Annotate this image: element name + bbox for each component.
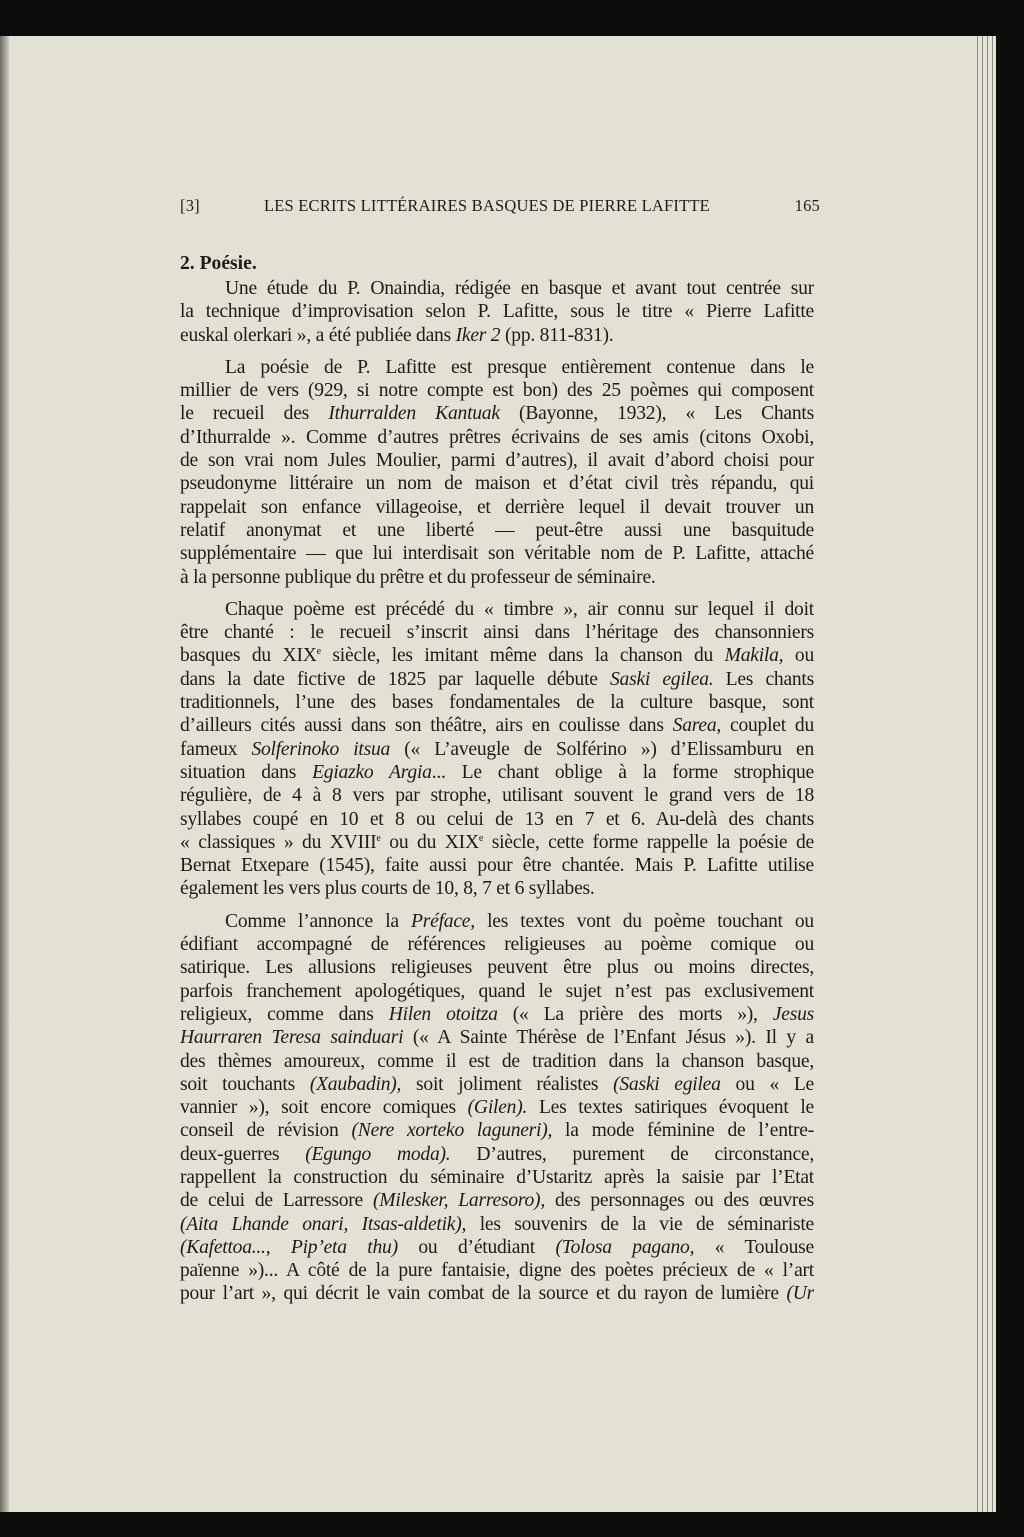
italic-title: (Gilen).: [467, 1097, 528, 1119]
paragraph: [180, 277, 814, 347]
text-run: (Bayonne, 1932), « Les Chants: [499, 403, 814, 425]
text-run: euskal olerkari », a été publiée dans: [180, 324, 456, 346]
body-text: [180, 251, 814, 1315]
italic-title: Saski egilea.: [610, 668, 714, 690]
text-run: païenne »)... A côté de la pure fantaisie, digne des poètes précieux de « l’art: [180, 1260, 814, 1282]
text-run: la mode féminine de l’entre-: [552, 1120, 814, 1142]
text-run: (« La prière des morts »),: [497, 1003, 773, 1025]
text-line: [180, 426, 814, 449]
italic-title: (Nere xorteko laguneri),: [351, 1120, 553, 1142]
text-run: Comme l’annonce la: [225, 910, 412, 932]
text-line: [180, 980, 814, 1003]
superscript: e: [316, 646, 321, 658]
text-line: [180, 496, 814, 519]
page-stack-edges: [974, 36, 994, 1512]
paragraph: [180, 910, 814, 1306]
italic-title: (Kafettoa..., Pip’eta thu): [180, 1236, 398, 1258]
text-line: [180, 877, 814, 900]
text-run: religieux, comme dans: [180, 1003, 389, 1025]
text-line: [180, 831, 814, 854]
text-run: ou: [783, 645, 814, 667]
text-run: des personnages ou des œuvres: [545, 1190, 814, 1212]
text-run: ... Le chant oblige à la forme strophique: [431, 761, 814, 783]
text-run: Chaque poème est précédé du « timbre », air connu sur lequel il doit: [225, 598, 814, 620]
page-number: 165: [794, 196, 820, 215]
text-run: d’Ithurralde ». Comme d’autres prêtres écrivains de ses amis (citons Oxobi,: [180, 426, 814, 448]
page-gutter-shadow: [0, 36, 9, 1512]
text-line: [180, 566, 814, 589]
text-run: Bernat Etxepare (1545), faite aussi pour être chantée. Mais P. Lafitte utilise: [180, 855, 814, 877]
text-run: ou du XIX: [380, 831, 479, 853]
text-run: (pp. 811-831).: [500, 324, 614, 346]
text-run: (« L’aveugle de Solférino ») d’Elissamburu en: [390, 738, 814, 760]
text-line: [180, 1189, 814, 1212]
italic-title: Ithurralden Kantuak: [328, 403, 500, 425]
text-run: dans la date fictive de 1825 par laquelle débute: [180, 668, 610, 690]
italic-title: (Milesker, Larresoro),: [372, 1190, 545, 1212]
text-run: soit touchants: [180, 1073, 310, 1095]
text-line: [180, 1213, 814, 1236]
text-line: [180, 519, 814, 542]
italic-title: (Xaubadin),: [309, 1073, 402, 1095]
text-line: [180, 598, 814, 621]
text-line: [180, 1119, 814, 1142]
text-line: [180, 808, 814, 831]
italic-title: Préface,: [411, 910, 475, 932]
text-run: couplet du: [721, 715, 814, 737]
text-run: d’ailleurs cités aussi dans son théâtre, airs en coulisse dans: [180, 715, 673, 737]
text-line: [180, 691, 814, 714]
text-line: [180, 1166, 814, 1189]
text-run: conseil de révision: [180, 1120, 352, 1142]
text-line: [180, 1050, 814, 1073]
text-run: rappelait son enfance villageoise, et derrière lequel il devait trouver un: [180, 496, 814, 518]
text-run: La poésie de P. Lafitte est presque entièrement contenue dans le: [225, 356, 814, 378]
superscript: e: [376, 832, 381, 844]
text-run: traditionnels, l’une des bases fondamentales de la culture basque, sont: [180, 692, 814, 714]
italic-title: Makila,: [724, 645, 784, 667]
text-line: [180, 738, 814, 761]
text-run: satirique. Les allusions religieuses peuvent être plus ou moins directes,: [180, 957, 814, 979]
text-line: [180, 449, 814, 472]
paragraph: [180, 598, 814, 901]
text-line: [180, 714, 814, 737]
text-line: [180, 1003, 814, 1026]
paragraph: [180, 356, 814, 589]
text-line: [180, 761, 814, 784]
text-line: [180, 854, 814, 877]
text-run: (« A Sainte Thérèse de l’Enfant Jésus »). Il y a: [403, 1027, 814, 1049]
text-run: ou d’étudiant: [397, 1236, 556, 1258]
text-run: siècle, les imitant même dans la chanson du: [320, 645, 725, 667]
text-line: [180, 402, 814, 425]
text-run: soit joliment réalistes: [401, 1073, 614, 1095]
text-run: les textes vont du poème touchant ou: [474, 910, 814, 932]
text-line: [180, 1259, 814, 1282]
text-run: pour l’art », qui décrit le vain combat de la source et du rayon de lumière: [180, 1283, 787, 1305]
italic-title: Sarea,: [672, 715, 722, 737]
text-line: [180, 784, 814, 807]
section-heading: 2. Poésie.: [180, 253, 257, 274]
italic-title: (Saski egilea: [613, 1073, 721, 1095]
text-run: siècle, cette forme rappelle la poésie de: [483, 831, 814, 853]
text-line: [180, 956, 814, 979]
italic-title: Jesus: [772, 1003, 814, 1025]
italic-title: Haurraren Teresa sainduari: [180, 1027, 404, 1049]
text-line: [180, 356, 814, 379]
section-number: [3]: [180, 196, 200, 215]
text-line: [180, 324, 814, 347]
text-run: les souvenirs de la vie de séminariste: [466, 1213, 814, 1235]
text-line: [180, 542, 814, 565]
text-run: syllabes coupé en 10 et 8 ou celui de 13 en 7 et 6. Au-delà des chants: [180, 808, 814, 830]
superscript: e: [478, 832, 484, 844]
running-title: LES ECRITS LITTÉRAIRES BASQUES DE PIERRE LAFITTE: [264, 196, 710, 215]
text-line: [180, 910, 814, 933]
text-run: régulière, de 4 à 8 vers par strophe, utilisant souvent le grand vers de 18: [180, 785, 814, 807]
italic-title: (Tolosa pagano,: [555, 1236, 695, 1258]
text-run: millier de vers (929, si notre compte est bon) des 25 poèmes qui composent: [180, 380, 814, 402]
text-line: [180, 1073, 814, 1096]
text-run: pseudonyme littéraire un nom de maison et d’état civil très répandu, qui: [180, 473, 814, 495]
text-line: [180, 644, 814, 667]
text-line: [180, 1282, 814, 1305]
text-run: « Toulouse: [694, 1236, 814, 1258]
running-header: [180, 196, 820, 218]
italic-title: (Ur: [786, 1283, 814, 1305]
text-run: « classiques » du XVIII: [180, 831, 377, 853]
text-run: supplémentaire — que lui interdisait son véritable nom de P. Lafitte, attaché: [180, 543, 814, 565]
text-line: [180, 300, 814, 323]
text-run: D’autres, purement de circonstance,: [450, 1143, 814, 1165]
text-run: rappellent la construction du séminaire d’Ustaritz après la saisie par l’Etat: [180, 1166, 814, 1188]
italic-title: (Egungo moda).: [305, 1143, 451, 1165]
text-run: Les chants: [713, 668, 814, 690]
text-line: [180, 621, 814, 644]
text-run: être chanté : le recueil s’inscrit ainsi dans l’héritage des chansonniers: [180, 622, 814, 644]
text-line: [180, 472, 814, 495]
italic-title: Iker 2: [455, 324, 501, 346]
text-line: [180, 1236, 814, 1259]
text-run: la technique d’improvisation selon P. Lafitte, sous le titre « Pierre Lafitte: [180, 301, 814, 323]
italic-title: Hilen otoitza: [388, 1003, 498, 1025]
italic-title: Solferinoko itsua: [251, 738, 391, 760]
text-run: basques du XIX: [180, 645, 317, 667]
text-run: fameux: [180, 738, 252, 760]
text-run: parfois franchement apologétiques, quand le sujet n’est pas exclusivement: [180, 980, 814, 1002]
text-run: des thèmes amoureux, comme il est de tradition dans la chanson basque,: [180, 1050, 814, 1072]
text-line: [180, 668, 814, 691]
text-run: de celui de Larressore: [180, 1190, 373, 1212]
text-run: relatif anonymat et une liberté — peut-être aussi une basquitude: [180, 519, 814, 541]
text-line: [180, 277, 814, 300]
text-run: deux-guerres: [180, 1143, 306, 1165]
text-run: édifiant accompagné de références religieuses au poème comique ou: [180, 934, 814, 956]
text-run: également les vers plus courts de 10, 8, 7 et 6 syllabes.: [180, 878, 595, 900]
text-line: [180, 933, 814, 956]
text-line: [180, 1026, 814, 1049]
text-run: le recueil des: [180, 403, 329, 425]
book-page: [0, 36, 996, 1512]
text-run: Les textes satiriques évoquent le: [527, 1097, 814, 1119]
italic-title: Egiazko Argia: [312, 761, 432, 783]
text-line: [180, 1143, 814, 1166]
text-run: Une étude du P. Onaindia, rédigée en basque et avant tout centrée sur: [225, 278, 814, 299]
text-run: de son vrai nom Jules Moulier, parmi d’autres), il avait d’abord choisi pour: [180, 450, 814, 472]
text-run: vannier »), soit encore comiques: [180, 1097, 468, 1119]
italic-title: (Aita Lhande onari, Itsas-aldetik),: [180, 1213, 467, 1235]
text-run: à la personne publique du prêtre et du professeur de séminaire.: [180, 566, 656, 588]
text-run: situation dans: [180, 761, 313, 783]
text-line: [180, 379, 814, 402]
text-run: ou « Le: [720, 1073, 814, 1095]
text-line: [180, 1096, 814, 1119]
